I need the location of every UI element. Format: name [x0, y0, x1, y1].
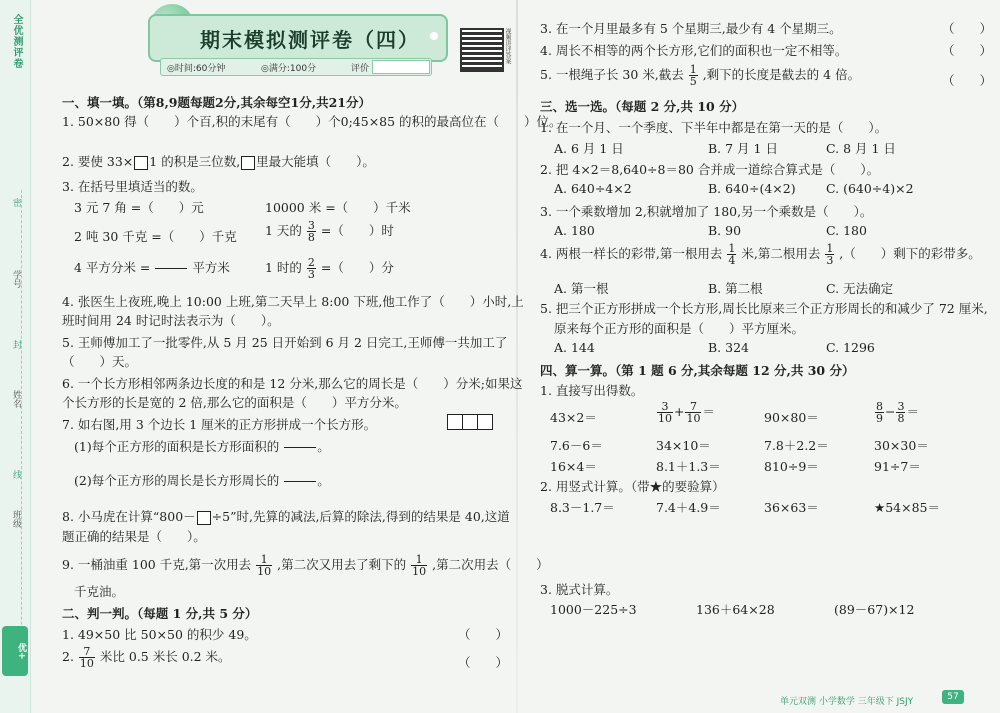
seal-mi: 密: [11, 198, 21, 207]
choice-3-c[interactable]: C. 180: [826, 223, 867, 238]
choice-3-a[interactable]: A. 180: [554, 223, 595, 238]
choice-5-a[interactable]: A. 144: [554, 340, 595, 355]
calc-3-c: (89－67)×12: [834, 602, 915, 617]
qr-label: 视频讲评答案: [504, 28, 511, 64]
judge-3-answer[interactable]: （ ）: [942, 21, 993, 36]
judge-4-answer[interactable]: （ ）: [942, 43, 993, 58]
judge-2: 2. $\frac{7}{10}$ 米比 0.5 米长 0.2 米。: [62, 645, 231, 670]
q7-1: (1)每个正方形的面积是长方形面积的 。: [74, 436, 330, 459]
footer-series: 单元双测 小学数学 三年级下 JSJY: [780, 697, 914, 707]
choice-5b: 原来每个正方形的面积是（ ）平方厘米。: [554, 321, 805, 336]
calc-1-r3-b: 8.1＋1.3＝: [656, 459, 721, 474]
choice-1: 1. 在一个月、一个季度、下半年中都是在第一天的是（ ）。: [540, 120, 888, 135]
calc-2-b: 7.4＋4.9＝: [656, 500, 721, 515]
series-logo: 优+: [2, 626, 28, 676]
question-9a: 9. 一桶油重 100 千克,第一次用去 $\frac{1}{10}$ ,第二次又用去了剩下的 $\frac{1}{10}$ ,第二次用去（ ）: [62, 553, 549, 578]
judge-2-answer[interactable]: （ ）: [458, 655, 509, 670]
blank-box[interactable]: [197, 511, 211, 525]
calc-1-r1-a: 43×2＝: [550, 410, 597, 425]
q3-d: [265, 220, 394, 243]
seal-line: [21, 190, 22, 670]
q3-e: [74, 257, 230, 280]
blank-box[interactable]: [134, 156, 148, 170]
fraction: $\frac{2}{3}$: [307, 256, 315, 281]
judge-3: 3. 在一个月里最多有 5 个星期三,最少有 4 个星期三。: [540, 21, 842, 36]
choice-3: 3. 一个乘数增加 2,积就增加了 180,另一个乘数是（ ）。: [540, 204, 873, 219]
question-4b: 班时间用 24 时记时法表示为（ ）。: [62, 313, 280, 328]
seal-xian: 线: [11, 470, 21, 479]
question-2: [62, 152, 375, 170]
calc-2-c: 36×63＝: [764, 500, 819, 515]
choice-3-b[interactable]: B. 90: [708, 223, 742, 238]
q7-2: (2)每个正方形的周长是长方形周长的 。: [74, 470, 330, 493]
judge-1: 1. 49×50 比 50×50 的积少 49。: [62, 627, 257, 642]
choice-2-b[interactable]: B. 640÷(4×2): [708, 181, 796, 196]
student-name-label: 姓名: [11, 390, 21, 408]
fraction: $\frac{1}{5}$: [689, 63, 697, 88]
q2-part-c: 里最大能填（ ）。: [256, 154, 375, 169]
q3-d-tail: =（ ）时: [320, 223, 394, 238]
question-7: 7. 如右图,用 3 个边长 1 厘米的正方形拼成一个长方形。: [62, 417, 377, 432]
calc-2-a: 8.3－1.7＝: [550, 500, 615, 515]
evaluation-box[interactable]: [372, 60, 430, 74]
question-4a: 4. 张医生上夜班,晚上 10:00 上班,第二天早上 8:00 下班,他工作了（ ）小时,上: [62, 294, 524, 309]
calc-1-r3-d: 91÷7＝: [874, 459, 921, 474]
fraction: $\frac{1}{10}$: [257, 553, 272, 578]
q2-part-a: 2. 要使 33×: [62, 154, 134, 169]
question-6b: 个长方形的长是宽的 2 倍,那么它的面积是（ ）平方分米。: [62, 395, 407, 410]
calc-1-r3-a: 16×4＝: [550, 459, 597, 474]
choice-2: 2. 把 4×2＝8,640÷8＝80 合并成一道综合算式是（ ）。: [540, 162, 880, 177]
choice-4-c[interactable]: C. 无法确定: [826, 281, 894, 296]
fraction: $\frac{1}{3}$: [826, 242, 834, 267]
section-fill-title: 一、填一填。（第8,9题每题2分,其余每空1分,共21分）: [62, 95, 371, 110]
judge-4: 4. 周长不相等的两个长方形,它们的面积也一定不相等。: [540, 43, 848, 58]
choice-5-b[interactable]: B. 324: [708, 340, 749, 355]
choice-5-c[interactable]: C. 1296: [826, 340, 875, 355]
q3-e-text: 4 平方分米 =: [74, 260, 151, 275]
choice-2-a[interactable]: A. 640÷4×2: [554, 181, 632, 196]
calc-2-d: ★54×85＝: [874, 500, 940, 515]
judge-5: 5. 一根绳子长 30 米,截去 $\frac{1}{5}$ ,剩下的长度是截去的 4 倍。: [540, 63, 861, 88]
calc-1-r1-b: $\frac{3}{10}$ + $\frac{7}{10}$ ＝: [658, 400, 715, 425]
calc-1-r2-d: 30×30＝: [874, 438, 929, 453]
class-label: 班级: [11, 510, 21, 528]
brand-label: 全优测评卷: [11, 14, 22, 69]
calc-3-a: 1000－225÷3: [550, 602, 637, 617]
full-score: ◎满分:100分: [261, 64, 317, 74]
q3-f-text: 1 时的: [265, 260, 302, 275]
question-8b: 题正确的结果是（ ）。: [62, 529, 206, 544]
banner-dot-icon: [430, 32, 438, 40]
three-squares-figure: [448, 414, 493, 433]
q3-b: 10000 米 =（ ）千米: [265, 200, 411, 215]
question-3: 3. 在括号里填适当的数。: [62, 179, 203, 194]
choice-4-b[interactable]: B. 第二根: [708, 281, 763, 296]
q3-f: [265, 257, 394, 280]
choice-4: 4. 两根一样长的彩带,第一根用去 $\frac{1}{4}$ 米,第二根用去 $\frac{1}{3}$ ,（ ）剩下的彩带多。: [540, 242, 981, 267]
fraction-blank[interactable]: [155, 257, 187, 280]
fraction: $\frac{7}{10}$: [79, 645, 94, 670]
blank-box[interactable]: [241, 156, 255, 170]
evaluation-label: 评价: [351, 64, 370, 74]
section-choice-title: 三、选一选。（每题 2 分,共 10 分）: [540, 99, 745, 114]
choice-1-a[interactable]: A. 6 月 1 日: [554, 141, 624, 156]
q3-c: 2 吨 30 千克 =（ ）千克: [74, 229, 237, 244]
page-fold: [516, 0, 518, 713]
q3-f-tail: =（ ）分: [320, 260, 394, 275]
fraction-blank[interactable]: [284, 470, 316, 493]
q3-a: 3 元 7 角 =（ ）元: [74, 200, 204, 215]
fraction: $\frac{1}{4}$: [728, 242, 736, 267]
calc-3-b: 136＋64×28: [696, 602, 775, 617]
question-1: 1. 50×80 得（ ）个百,积的末尾有（ ）个0;45×85 的积的最高位在（ ）位。: [62, 114, 562, 129]
title-banner: [148, 14, 448, 62]
question-5b: （ ）天。: [62, 354, 138, 369]
q3-e-tail: 平方米: [192, 260, 230, 275]
calc-1-r1-c: 90×80＝: [764, 410, 819, 425]
section-judge-title: 二、判一判。（每题 1 分,共 5 分）: [62, 606, 258, 621]
fraction-blank[interactable]: [284, 436, 316, 459]
question-8a: 8. 小马虎在计算“800－ ÷5”时,先算的减法,后算的除法,得到的结果是 40,这道: [62, 509, 510, 524]
fraction: $\frac{3}{8}$: [307, 219, 315, 244]
q3-d-text: 1 天的: [265, 223, 302, 238]
q2-part-b: 1 的积是三位数,: [149, 154, 241, 169]
calc-3-title: 3. 脱式计算。: [540, 582, 619, 597]
page-number: 57: [942, 690, 964, 704]
choice-4-a[interactable]: A. 第一根: [554, 281, 609, 296]
calc-1-r2-c: 7.8＋2.2＝: [764, 438, 829, 453]
calc-1-r2-b: 34×10＝: [656, 438, 711, 453]
calc-1-r3-c: 810÷9＝: [764, 459, 819, 474]
seal-feng: 封: [11, 340, 21, 349]
choice-1-c[interactable]: C. 8 月 1 日: [826, 141, 896, 156]
calc-1-title: 1. 直接写出得数。: [540, 383, 644, 398]
question-9b: 千克油。: [74, 584, 125, 599]
calc-1-r1-d: $\frac{8}{9}$ − $\frac{3}{8}$ ＝: [876, 400, 919, 425]
judge-5-answer[interactable]: （ ）: [942, 73, 993, 88]
binding-margin: [0, 0, 31, 713]
question-6a: 6. 一个长方形相邻两条边长度的和是 12 分米,那么它的周长是（ ）分米;如果这: [62, 376, 523, 391]
calc-2-title: 2. 用竖式计算。（带★的要验算）: [540, 479, 725, 494]
choice-1-b[interactable]: B. 7 月 1 日: [708, 141, 778, 156]
section-calc-title: 四、算一算。（第 1 题 6 分,其余每题 12 分,共 30 分）: [540, 363, 855, 378]
page-title: 期末模拟测评卷（四）: [200, 28, 420, 52]
choice-2-c[interactable]: C. (640÷4)×2: [826, 181, 914, 196]
choice-5a: 5. 把三个正方形拼成一个长方形,周长比原来三个正方形周长的和减少了 72 厘米,: [540, 301, 988, 316]
calc-1-r2-a: 7.6－6＝: [550, 438, 603, 453]
fraction: $\frac{1}{10}$: [412, 553, 427, 578]
question-5a: 5. 王师傅加工了一批零件,从 5 月 25 日开始到 6 月 2 日完工,王师傅一共加工了: [62, 335, 508, 350]
qr-code-icon[interactable]: [460, 28, 504, 72]
student-id-label: 学号: [11, 270, 21, 288]
time-limit: ◎时间:60分钟: [167, 64, 226, 74]
judge-1-answer[interactable]: （ ）: [458, 627, 509, 642]
